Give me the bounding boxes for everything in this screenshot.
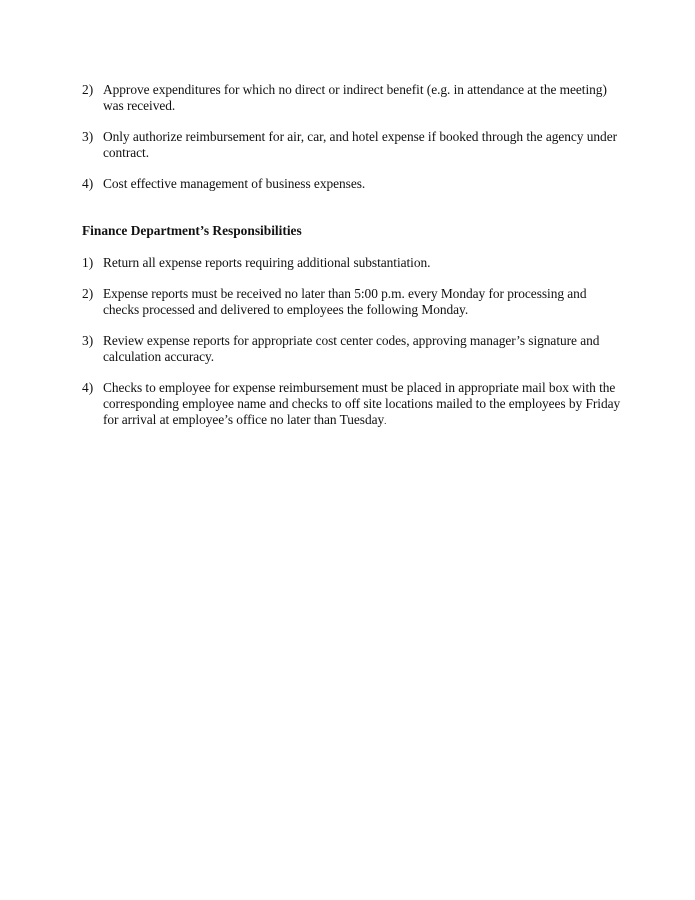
list-item-number: 4): [82, 380, 94, 395]
list-item-number: 1): [82, 255, 94, 270]
list-item-number: 3): [82, 129, 94, 144]
list-item-text: [103, 380, 622, 429]
section-heading: Finance Department’s Responsibilities: [82, 223, 302, 238]
list-item: [82, 129, 622, 161]
list-item-number: 4): [82, 176, 94, 191]
list-item: [82, 333, 622, 365]
list-item: [82, 380, 622, 429]
list-item-text-body: Checks to employee for expense reimbursement must be placed in appropriate mail box with the corresponding employee name and checks to off site locations mailed to the employees by Friday for arrival at employee’s office no later than Tuesday: [103, 380, 621, 427]
list-item: [82, 176, 622, 192]
list-item-text: Only authorize reimbursement for air, car, and hotel expense if booked through the agency under contract.: [103, 129, 617, 160]
trailing-period: .: [384, 416, 387, 426]
list-item-text: Approve expenditures for which no direct or indirect benefit (e.g. in attendance at the meeting) was received.: [103, 82, 607, 113]
list-item: [82, 82, 622, 114]
list-item-text: Review expense reports for appropriate cost center codes, approving manager’s signature and calculation accuracy.: [103, 333, 600, 364]
list-item: [82, 255, 622, 271]
list-item-text: Return all expense reports requiring additional substantiation.: [103, 255, 431, 270]
list-item-number: 2): [82, 82, 94, 97]
list-item: [82, 286, 622, 318]
list-item-text: Cost effective management of business expenses.: [103, 176, 366, 191]
list-item-number: 2): [82, 286, 94, 301]
list-item-text: Expense reports must be received no later than 5:00 p.m. every Monday for processing and checks processed and delivered to employees the following Monday.: [103, 286, 587, 317]
list-item-number: 3): [82, 333, 94, 348]
